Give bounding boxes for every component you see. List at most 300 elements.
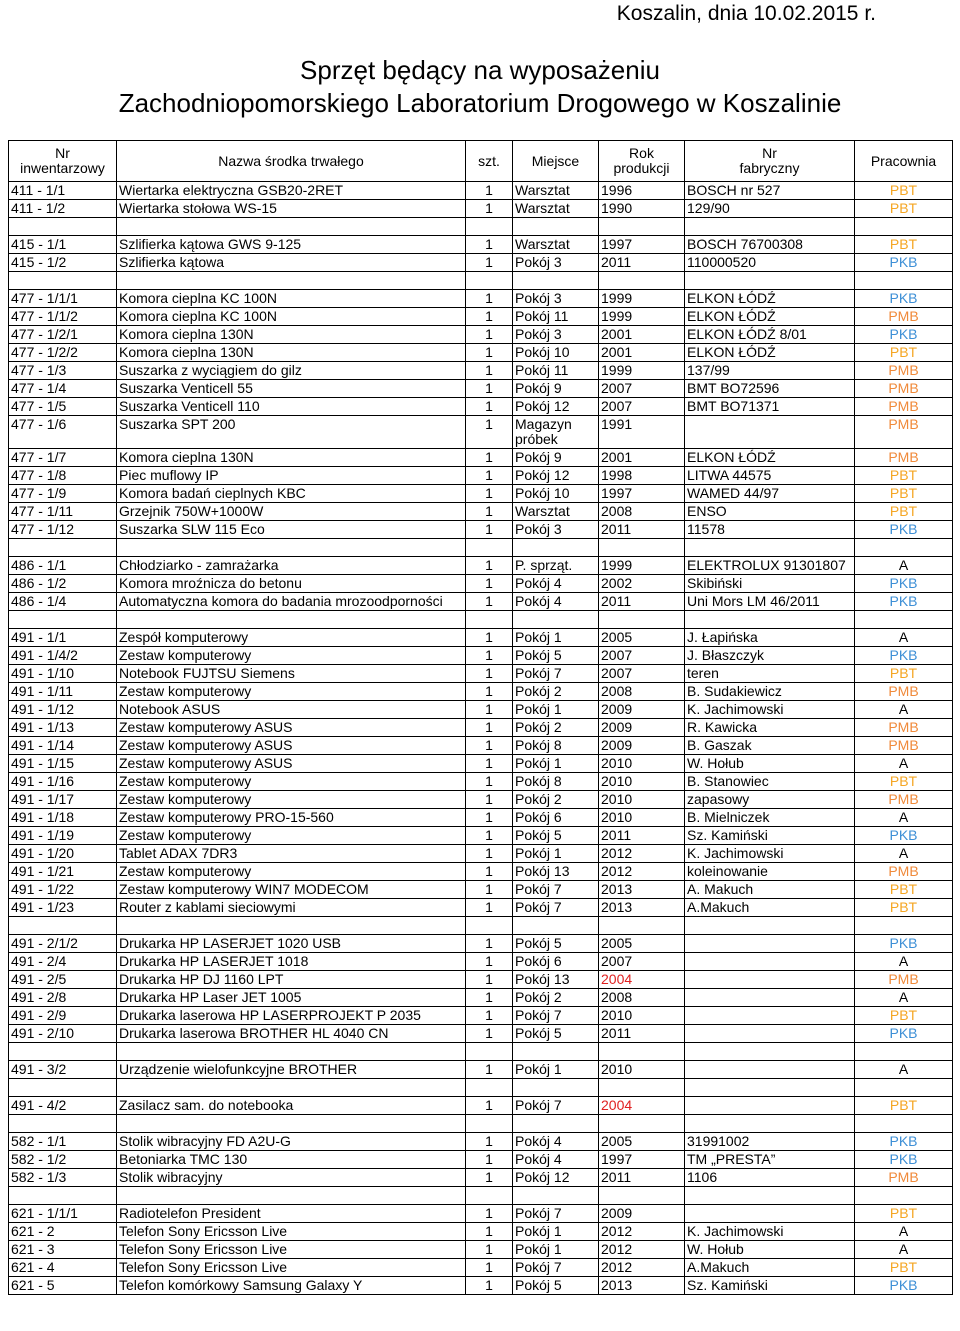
spacer-row	[9, 1115, 953, 1133]
cell-location: Pokój 6	[513, 809, 599, 827]
empty-cell	[9, 272, 117, 290]
cell-location: Pokój 12	[513, 467, 599, 485]
cell-asset-name: Drukarka laserowa HP LASERPROJEKT P 2035	[117, 1007, 466, 1025]
cell-location: Pokój 1	[513, 755, 599, 773]
empty-cell	[855, 1043, 953, 1061]
cell-production-year: 2007	[599, 398, 685, 416]
empty-cell	[9, 218, 117, 236]
empty-cell	[513, 1115, 599, 1133]
cell-location: Pokój 1	[513, 629, 599, 647]
cell-asset-name: Zestaw komputerowy WIN7 MODECOM	[117, 881, 466, 899]
cell-production-year: 1999	[599, 290, 685, 308]
cell-inventory-number: 477 - 1/12	[9, 521, 117, 539]
empty-cell	[513, 272, 599, 290]
cell-location: Pokój 13	[513, 971, 599, 989]
cell-serial-number: WAMED 44/97	[685, 485, 855, 503]
cell-serial-number	[685, 1205, 855, 1223]
table-row	[9, 665, 953, 683]
table-row	[9, 485, 953, 503]
cell-asset-name: Router z kablami sieciowymi	[117, 899, 466, 917]
empty-cell	[685, 611, 855, 629]
empty-cell	[466, 1187, 513, 1205]
empty-cell	[9, 917, 117, 935]
cell-inventory-number: 621 - 2	[9, 1223, 117, 1241]
cell-serial-number: ELKON ŁÓDŹ	[685, 344, 855, 362]
header-quantity: szt.	[466, 141, 513, 182]
cell-quantity: 1	[466, 845, 513, 863]
cell-asset-name: Urządzenie wielofunkcyjne BROTHER	[117, 1061, 466, 1079]
cell-serial-number: Sz. Kamiński	[685, 827, 855, 845]
cell-production-year: 2004	[599, 1097, 685, 1115]
table-row	[9, 701, 953, 719]
table-row	[9, 254, 953, 272]
cell-quantity: 1	[466, 773, 513, 791]
cell-asset-name: Wiertarka stołowa WS-15	[117, 200, 466, 218]
cell-laboratory: A	[855, 845, 953, 863]
table-row	[9, 1169, 953, 1187]
cell-laboratory: A	[855, 953, 953, 971]
cell-production-year: 2012	[599, 1259, 685, 1277]
cell-inventory-number: 621 - 1/1/1	[9, 1205, 117, 1223]
cell-serial-number: J. Błaszczyk	[685, 647, 855, 665]
cell-production-year: 2010	[599, 1061, 685, 1079]
cell-serial-number: BOSCH 76700308	[685, 236, 855, 254]
cell-production-year: 1996	[599, 182, 685, 200]
cell-quantity: 1	[466, 1007, 513, 1025]
cell-laboratory: PMB	[855, 308, 953, 326]
cell-location: Pokój 1	[513, 1061, 599, 1079]
cell-location: Pokój 1	[513, 1241, 599, 1259]
cell-production-year: 2011	[599, 254, 685, 272]
cell-quantity: 1	[466, 344, 513, 362]
empty-cell	[855, 1187, 953, 1205]
cell-asset-name: Zestaw komputerowy ASUS	[117, 755, 466, 773]
table-row	[9, 1223, 953, 1241]
cell-inventory-number: 621 - 5	[9, 1277, 117, 1295]
empty-cell	[117, 539, 466, 557]
cell-serial-number: K. Jachimowski	[685, 1223, 855, 1241]
cell-production-year: 2002	[599, 575, 685, 593]
cell-laboratory: PBT	[855, 485, 953, 503]
cell-asset-name: Komora cieplna 130N	[117, 449, 466, 467]
spacer-row	[9, 272, 953, 290]
empty-cell	[855, 272, 953, 290]
cell-asset-name: Komora cieplna 130N	[117, 344, 466, 362]
cell-location: Pokój 11	[513, 362, 599, 380]
empty-cell	[599, 1079, 685, 1097]
cell-asset-name: Grzejnik 750W+1000W	[117, 503, 466, 521]
cell-serial-number: B. Mielniczek	[685, 809, 855, 827]
cell-quantity: 1	[466, 665, 513, 683]
cell-asset-name: Radiotelefon President	[117, 1205, 466, 1223]
cell-inventory-number: 491 - 1/12	[9, 701, 117, 719]
empty-cell	[685, 218, 855, 236]
table-row	[9, 362, 953, 380]
cell-asset-name: Komora cieplna 130N	[117, 326, 466, 344]
cell-quantity: 1	[466, 1097, 513, 1115]
empty-cell	[9, 539, 117, 557]
cell-serial-number: B. Gaszak	[685, 737, 855, 755]
table-header-row	[9, 141, 953, 182]
cell-laboratory: A	[855, 629, 953, 647]
cell-laboratory: PKB	[855, 827, 953, 845]
table-row	[9, 791, 953, 809]
empty-cell	[685, 1115, 855, 1133]
cell-location: Warsztat	[513, 182, 599, 200]
cell-laboratory: PMB	[855, 971, 953, 989]
cell-production-year: 1997	[599, 236, 685, 254]
cell-asset-name: Telefon Sony Ericsson Live	[117, 1241, 466, 1259]
cell-inventory-number: 491 - 1/18	[9, 809, 117, 827]
cell-location: Pokój 7	[513, 1259, 599, 1277]
cell-serial-number	[685, 1097, 855, 1115]
empty-cell	[513, 539, 599, 557]
empty-cell	[599, 611, 685, 629]
empty-cell	[855, 539, 953, 557]
cell-quantity: 1	[466, 791, 513, 809]
cell-laboratory: A	[855, 1241, 953, 1259]
cell-asset-name: Drukarka HP LASERJET 1020 USB	[117, 935, 466, 953]
table-row	[9, 953, 953, 971]
table-row	[9, 467, 953, 485]
cell-inventory-number: 486 - 1/4	[9, 593, 117, 611]
cell-quantity: 1	[466, 254, 513, 272]
empty-cell	[855, 218, 953, 236]
cell-location: Pokój 7	[513, 881, 599, 899]
empty-cell	[685, 917, 855, 935]
cell-production-year: 2011	[599, 827, 685, 845]
cell-serial-number	[685, 1025, 855, 1043]
spacer-row	[9, 1043, 953, 1061]
cell-serial-number: 11578	[685, 521, 855, 539]
header-production-year: Rok produkcji	[599, 141, 685, 182]
cell-serial-number: ELKON ŁÓDŹ	[685, 290, 855, 308]
table-row	[9, 1097, 953, 1115]
cell-location: Pokój 7	[513, 665, 599, 683]
table-row	[9, 200, 953, 218]
header-asset-name: Nazwa środka trwałego	[117, 141, 466, 182]
cell-laboratory: PMB	[855, 380, 953, 398]
cell-quantity: 1	[466, 380, 513, 398]
empty-cell	[117, 611, 466, 629]
empty-cell	[466, 1079, 513, 1097]
cell-quantity: 1	[466, 290, 513, 308]
cell-asset-name: Suszarka Venticell 55	[117, 380, 466, 398]
cell-serial-number: ELEKTROLUX 91301807	[685, 557, 855, 575]
cell-location: Pokój 7	[513, 1007, 599, 1025]
cell-location: Pokój 4	[513, 593, 599, 611]
cell-production-year: 1990	[599, 200, 685, 218]
header-location: Miejsce	[513, 141, 599, 182]
cell-serial-number: teren	[685, 665, 855, 683]
cell-asset-name: Drukarka HP Laser JET 1005	[117, 989, 466, 1007]
empty-cell	[855, 917, 953, 935]
cell-serial-number: R. Kawicka	[685, 719, 855, 737]
cell-inventory-number: 491 - 2/10	[9, 1025, 117, 1043]
cell-production-year: 2007	[599, 380, 685, 398]
cell-inventory-number: 477 - 1/2/1	[9, 326, 117, 344]
cell-location: Pokój 3	[513, 290, 599, 308]
cell-inventory-number: 582 - 1/3	[9, 1169, 117, 1187]
cell-laboratory: PMB	[855, 719, 953, 737]
cell-quantity: 1	[466, 881, 513, 899]
cell-serial-number: BOSCH nr 527	[685, 182, 855, 200]
cell-asset-name: Drukarka laserowa BROTHER HL 4040 CN	[117, 1025, 466, 1043]
cell-production-year: 2008	[599, 503, 685, 521]
cell-inventory-number: 491 - 1/17	[9, 791, 117, 809]
table-row	[9, 629, 953, 647]
cell-inventory-number: 477 - 1/7	[9, 449, 117, 467]
cell-asset-name: Drukarka HP DJ 1160 LPT	[117, 971, 466, 989]
cell-serial-number: ENSO	[685, 503, 855, 521]
cell-quantity: 1	[466, 308, 513, 326]
cell-serial-number	[685, 989, 855, 1007]
cell-production-year: 2005	[599, 629, 685, 647]
cell-serial-number: A.Makuch	[685, 1259, 855, 1277]
empty-cell	[9, 1187, 117, 1205]
empty-cell	[599, 218, 685, 236]
cell-laboratory: A	[855, 755, 953, 773]
cell-production-year: 1997	[599, 485, 685, 503]
table-row	[9, 521, 953, 539]
cell-location: Pokój 4	[513, 575, 599, 593]
cell-location: Pokój 1	[513, 701, 599, 719]
empty-cell	[466, 272, 513, 290]
cell-quantity: 1	[466, 521, 513, 539]
cell-quantity: 1	[466, 449, 513, 467]
table-row	[9, 344, 953, 362]
cell-inventory-number: 477 - 1/8	[9, 467, 117, 485]
cell-inventory-number: 411 - 1/2	[9, 200, 117, 218]
cell-production-year: 2001	[599, 449, 685, 467]
cell-quantity: 1	[466, 182, 513, 200]
cell-production-year: 2011	[599, 521, 685, 539]
cell-quantity: 1	[466, 809, 513, 827]
cell-laboratory: A	[855, 809, 953, 827]
cell-production-year: 2009	[599, 719, 685, 737]
cell-quantity: 1	[466, 827, 513, 845]
cell-production-year: 2007	[599, 953, 685, 971]
cell-laboratory: PBT	[855, 1205, 953, 1223]
cell-location: Pokój 6	[513, 953, 599, 971]
cell-asset-name: Zestaw komputerowy	[117, 863, 466, 881]
cell-location: Pokój 13	[513, 863, 599, 881]
table-row	[9, 326, 953, 344]
cell-serial-number: zapasowy	[685, 791, 855, 809]
cell-serial-number: ELKON ŁÓDŹ	[685, 449, 855, 467]
cell-asset-name: Piec muflowy IP	[117, 467, 466, 485]
cell-location: Pokój 10	[513, 344, 599, 362]
table-row	[9, 719, 953, 737]
cell-location: Pokój 4	[513, 1133, 599, 1151]
cell-production-year: 2001	[599, 344, 685, 362]
cell-laboratory: PKB	[855, 521, 953, 539]
cell-location: Pokój 10	[513, 485, 599, 503]
header-inventory-number: Nr inwentarzowy	[9, 141, 117, 182]
cell-asset-name: Szlifierka kątowa GWS 9-125	[117, 236, 466, 254]
cell-location: P. sprząt.	[513, 557, 599, 575]
empty-cell	[9, 1079, 117, 1097]
cell-production-year: 2011	[599, 1169, 685, 1187]
cell-serial-number: 110000520	[685, 254, 855, 272]
cell-asset-name: Suszarka SLW 115 Eco	[117, 521, 466, 539]
cell-inventory-number: 477 - 1/4	[9, 380, 117, 398]
table-row	[9, 236, 953, 254]
table-row	[9, 863, 953, 881]
cell-quantity: 1	[466, 953, 513, 971]
table-row	[9, 1241, 953, 1259]
cell-quantity: 1	[466, 863, 513, 881]
cell-serial-number	[685, 971, 855, 989]
cell-quantity: 1	[466, 683, 513, 701]
table-row	[9, 593, 953, 611]
cell-asset-name: Betoniarka TMC 130	[117, 1151, 466, 1169]
empty-cell	[117, 1187, 466, 1205]
cell-production-year: 2010	[599, 755, 685, 773]
cell-laboratory: PBT	[855, 1007, 953, 1025]
empty-cell	[117, 1115, 466, 1133]
cell-asset-name: Telefon Sony Ericsson Live	[117, 1223, 466, 1241]
empty-cell	[466, 218, 513, 236]
cell-inventory-number: 491 - 1/14	[9, 737, 117, 755]
cell-production-year: 1998	[599, 467, 685, 485]
cell-laboratory: PKB	[855, 575, 953, 593]
empty-cell	[466, 611, 513, 629]
cell-quantity: 1	[466, 1061, 513, 1079]
cell-asset-name: Notebook ASUS	[117, 701, 466, 719]
cell-production-year: 2011	[599, 1025, 685, 1043]
cell-quantity: 1	[466, 1259, 513, 1277]
cell-production-year: 1999	[599, 308, 685, 326]
spacer-row	[9, 539, 953, 557]
cell-asset-name: Zestaw komputerowy	[117, 683, 466, 701]
table-row	[9, 1259, 953, 1277]
cell-production-year: 2010	[599, 791, 685, 809]
document-title-line1: Sprzęt będący na wyposażeniu	[300, 55, 660, 85]
cell-inventory-number: 491 - 1/23	[9, 899, 117, 917]
cell-quantity: 1	[466, 1151, 513, 1169]
cell-serial-number: 31991002	[685, 1133, 855, 1151]
cell-location: Pokój 8	[513, 773, 599, 791]
cell-inventory-number: 411 - 1/1	[9, 182, 117, 200]
cell-quantity: 1	[466, 935, 513, 953]
cell-serial-number: Uni Mors LM 46/2011	[685, 593, 855, 611]
cell-laboratory: PMB	[855, 863, 953, 881]
cell-inventory-number: 491 - 3/2	[9, 1061, 117, 1079]
cell-quantity: 1	[466, 557, 513, 575]
cell-location: Pokój 5	[513, 935, 599, 953]
cell-asset-name: Zestaw komputerowy ASUS	[117, 737, 466, 755]
cell-serial-number: ELKON ŁÓDŹ	[685, 308, 855, 326]
empty-cell	[513, 611, 599, 629]
cell-serial-number: 129/90	[685, 200, 855, 218]
empty-cell	[599, 1043, 685, 1061]
cell-location: Pokój 11	[513, 308, 599, 326]
cell-asset-name: Stolik wibracyjny	[117, 1169, 466, 1187]
cell-production-year: 2005	[599, 1133, 685, 1151]
cell-asset-name: Drukarka HP LASERJET 1018	[117, 953, 466, 971]
cell-location: Pokój 7	[513, 1097, 599, 1115]
cell-asset-name: Zasilacz sam. do notebooka	[117, 1097, 466, 1115]
cell-serial-number: Sz. Kamiński	[685, 1277, 855, 1295]
cell-laboratory: PMB	[855, 791, 953, 809]
cell-quantity: 1	[466, 398, 513, 416]
cell-laboratory: PKB	[855, 1133, 953, 1151]
cell-quantity: 1	[466, 236, 513, 254]
table-row	[9, 989, 953, 1007]
cell-laboratory: PKB	[855, 1025, 953, 1043]
cell-asset-name: Automatyczna komora do badania mrozoodporności	[117, 593, 466, 611]
cell-serial-number: K. Jachimowski	[685, 845, 855, 863]
cell-inventory-number: 486 - 1/2	[9, 575, 117, 593]
cell-asset-name: Zestaw komputerowy ASUS	[117, 719, 466, 737]
cell-production-year: 2012	[599, 1223, 685, 1241]
empty-cell	[855, 611, 953, 629]
cell-serial-number: W. Hołub	[685, 1241, 855, 1259]
cell-laboratory: A	[855, 557, 953, 575]
empty-cell	[9, 1043, 117, 1061]
cell-quantity: 1	[466, 1205, 513, 1223]
cell-production-year: 2012	[599, 863, 685, 881]
cell-quantity: 1	[466, 1169, 513, 1187]
table-body	[9, 182, 953, 1295]
cell-production-year: 2009	[599, 737, 685, 755]
cell-laboratory: A	[855, 989, 953, 1007]
cell-location: Pokój 2	[513, 719, 599, 737]
cell-quantity: 1	[466, 467, 513, 485]
cell-laboratory: PMB	[855, 416, 953, 449]
cell-location: Pokój 9	[513, 380, 599, 398]
cell-production-year: 2009	[599, 1205, 685, 1223]
cell-production-year: 2013	[599, 881, 685, 899]
cell-asset-name: Telefon komórkowy Samsung Galaxy Y	[117, 1277, 466, 1295]
cell-inventory-number: 415 - 1/2	[9, 254, 117, 272]
cell-quantity: 1	[466, 503, 513, 521]
cell-inventory-number: 582 - 1/1	[9, 1133, 117, 1151]
empty-cell	[685, 1043, 855, 1061]
table-row	[9, 827, 953, 845]
cell-quantity: 1	[466, 989, 513, 1007]
cell-quantity: 1	[466, 737, 513, 755]
empty-cell	[513, 1043, 599, 1061]
table-row	[9, 773, 953, 791]
cell-asset-name: Komora badań cieplnych KBC	[117, 485, 466, 503]
empty-cell	[466, 1043, 513, 1061]
table-row	[9, 290, 953, 308]
cell-asset-name: Szlifierka kątowa	[117, 254, 466, 272]
cell-inventory-number: 491 - 2/5	[9, 971, 117, 989]
cell-inventory-number: 491 - 1/11	[9, 683, 117, 701]
cell-location: Pokój 9	[513, 449, 599, 467]
cell-production-year: 2013	[599, 899, 685, 917]
cell-serial-number: K. Jachimowski	[685, 701, 855, 719]
empty-cell	[466, 1115, 513, 1133]
table-row	[9, 575, 953, 593]
cell-production-year: 2007	[599, 665, 685, 683]
cell-inventory-number: 477 - 1/6	[9, 416, 117, 449]
cell-quantity: 1	[466, 200, 513, 218]
cell-asset-name: Zestaw komputerowy	[117, 647, 466, 665]
cell-location: Pokój 2	[513, 989, 599, 1007]
cell-laboratory: PKB	[855, 647, 953, 665]
cell-serial-number	[685, 1007, 855, 1025]
cell-location: Pokój 7	[513, 1205, 599, 1223]
empty-cell	[466, 539, 513, 557]
cell-serial-number: 137/99	[685, 362, 855, 380]
cell-quantity: 1	[466, 971, 513, 989]
cell-asset-name: Komora cieplna KC 100N	[117, 308, 466, 326]
cell-inventory-number: 491 - 2/8	[9, 989, 117, 1007]
